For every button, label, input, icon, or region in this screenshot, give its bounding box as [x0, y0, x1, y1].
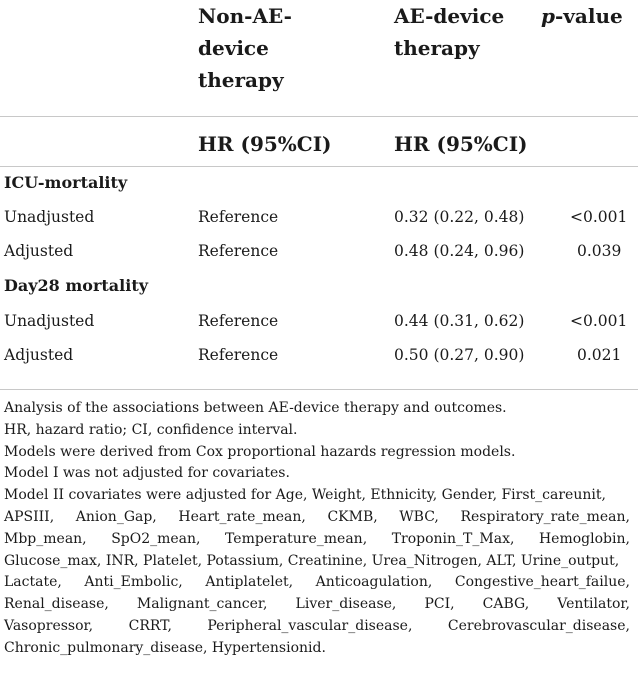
- p-italic: p: [541, 4, 555, 28]
- model-ii-line: [4, 529, 630, 551]
- row-label: Unadjusted: [4, 208, 95, 226]
- footnote-line: Models were derived from Cox proportional hazards regression models.: [4, 443, 516, 460]
- covariate-text: Lactate,: [4, 574, 62, 591]
- model-ii-line: [4, 485, 630, 507]
- covariate-text: WBC,: [399, 508, 439, 525]
- col-header-ae-line: AE-device: [394, 4, 505, 28]
- model-ii-line: [4, 551, 630, 573]
- ae-hr-value: 0.44 (0.31, 0.62): [394, 312, 525, 330]
- footnote-line: Model I was not adjusted for covariates.: [4, 465, 290, 482]
- section-title-icu-mortality: ICU-mortality: [4, 173, 128, 192]
- covariate-text: Chronic_pulmonary_disease, Hypertensionid.: [4, 639, 326, 656]
- non-ae-value: Reference: [198, 312, 279, 330]
- header-divider: [0, 116, 638, 117]
- row-label: Adjusted: [4, 242, 74, 260]
- sub-header-non-ae: HR (95%CI): [198, 132, 332, 156]
- model-ii-covariates-paragraph: [4, 485, 630, 659]
- model-ii-line: [4, 594, 630, 616]
- covariate-text: Respiratory_rate_mean,: [460, 508, 630, 525]
- col-header-non-ae-line: Non-AE-: [198, 4, 292, 28]
- covariate-text: Troponin_T_Max,: [391, 530, 515, 547]
- col-header-ae-line: therapy: [394, 36, 480, 60]
- covariate-text: Model II covariates were adjusted for Age, Weight, Ethnicity, Gender, First_careunit,: [4, 487, 606, 504]
- covariate-text: Hemoglobin,: [538, 530, 630, 547]
- covariate-text: APSIII,: [4, 508, 55, 525]
- col-header-p-value: [541, 0, 623, 32]
- covariate-text: Liver_disease,: [295, 596, 397, 613]
- col-header-non-ae: [198, 0, 292, 96]
- p-value: 0.039: [577, 242, 622, 260]
- model-ii-line: [4, 572, 630, 594]
- col-header-non-ae-line: device: [198, 36, 269, 60]
- covariate-text: Glucose_max, INR, Platelet, Potassium, Creatinine, Urea_Nitrogen, ALT, Urine_output,: [4, 552, 620, 569]
- covariate-text: Anion_Gap,: [75, 508, 157, 525]
- covariate-text: Heart_rate_mean,: [178, 508, 306, 525]
- non-ae-value: Reference: [198, 242, 279, 260]
- covariate-text: CRRT,: [128, 617, 172, 634]
- covariate-text: CKMB,: [327, 508, 378, 525]
- covariate-text: Anti_Embolic,: [84, 574, 183, 591]
- covariate-text: Malignant_cancer,: [136, 596, 268, 613]
- row-label: Unadjusted: [4, 312, 95, 330]
- model-ii-line: [4, 616, 630, 638]
- section-title-day28-mortality: Day28 mortality: [4, 276, 149, 295]
- covariate-text: Temperature_mean,: [225, 530, 368, 547]
- col-header-ae: [394, 0, 504, 64]
- footnote-line: HR, hazard ratio; CI, confidence interval.: [4, 421, 298, 438]
- footnotes: [4, 398, 630, 660]
- covariate-text: PCI,: [424, 596, 455, 613]
- non-ae-value: Reference: [198, 346, 279, 364]
- covariate-text: SpO2_mean,: [111, 530, 201, 547]
- covariate-text: Congestive_heart_failue,: [454, 574, 630, 591]
- row-label: Adjusted: [4, 346, 74, 364]
- non-ae-value: Reference: [198, 208, 279, 226]
- p-value: <0.001: [570, 312, 628, 330]
- covariate-text: Mbp_mean,: [4, 530, 87, 547]
- covariate-text: Renal_disease,: [4, 596, 109, 613]
- covariate-text: Anticoagulation,: [315, 574, 433, 591]
- p-value-suffix: -value: [554, 4, 623, 28]
- subheader-divider: [0, 166, 638, 167]
- covariate-text: Peripheral_vascular_disease,: [207, 617, 413, 634]
- p-value: <0.001: [570, 208, 628, 226]
- covariate-text: Ventilator,: [557, 596, 630, 613]
- p-value: 0.021: [577, 346, 622, 364]
- covariate-text: Antiplatelet,: [205, 574, 294, 591]
- ae-hr-value: 0.32 (0.22, 0.48): [394, 208, 525, 226]
- table-bottom-divider: [0, 389, 638, 390]
- covariate-text: CABG,: [482, 596, 530, 613]
- col-header-non-ae-line: therapy: [198, 68, 284, 92]
- model-ii-line: [4, 638, 630, 660]
- ae-hr-value: 0.50 (0.27, 0.90): [394, 346, 525, 364]
- covariate-text: Cerebrovascular_disease,: [447, 617, 630, 634]
- sub-header-ae: HR (95%CI): [394, 132, 528, 156]
- footnote-line: Analysis of the associations between AE-device therapy and outcomes.: [4, 400, 507, 416]
- model-ii-line: [4, 507, 630, 529]
- covariate-text: Vasopressor,: [4, 617, 94, 634]
- ae-hr-value: 0.48 (0.24, 0.96): [394, 242, 525, 260]
